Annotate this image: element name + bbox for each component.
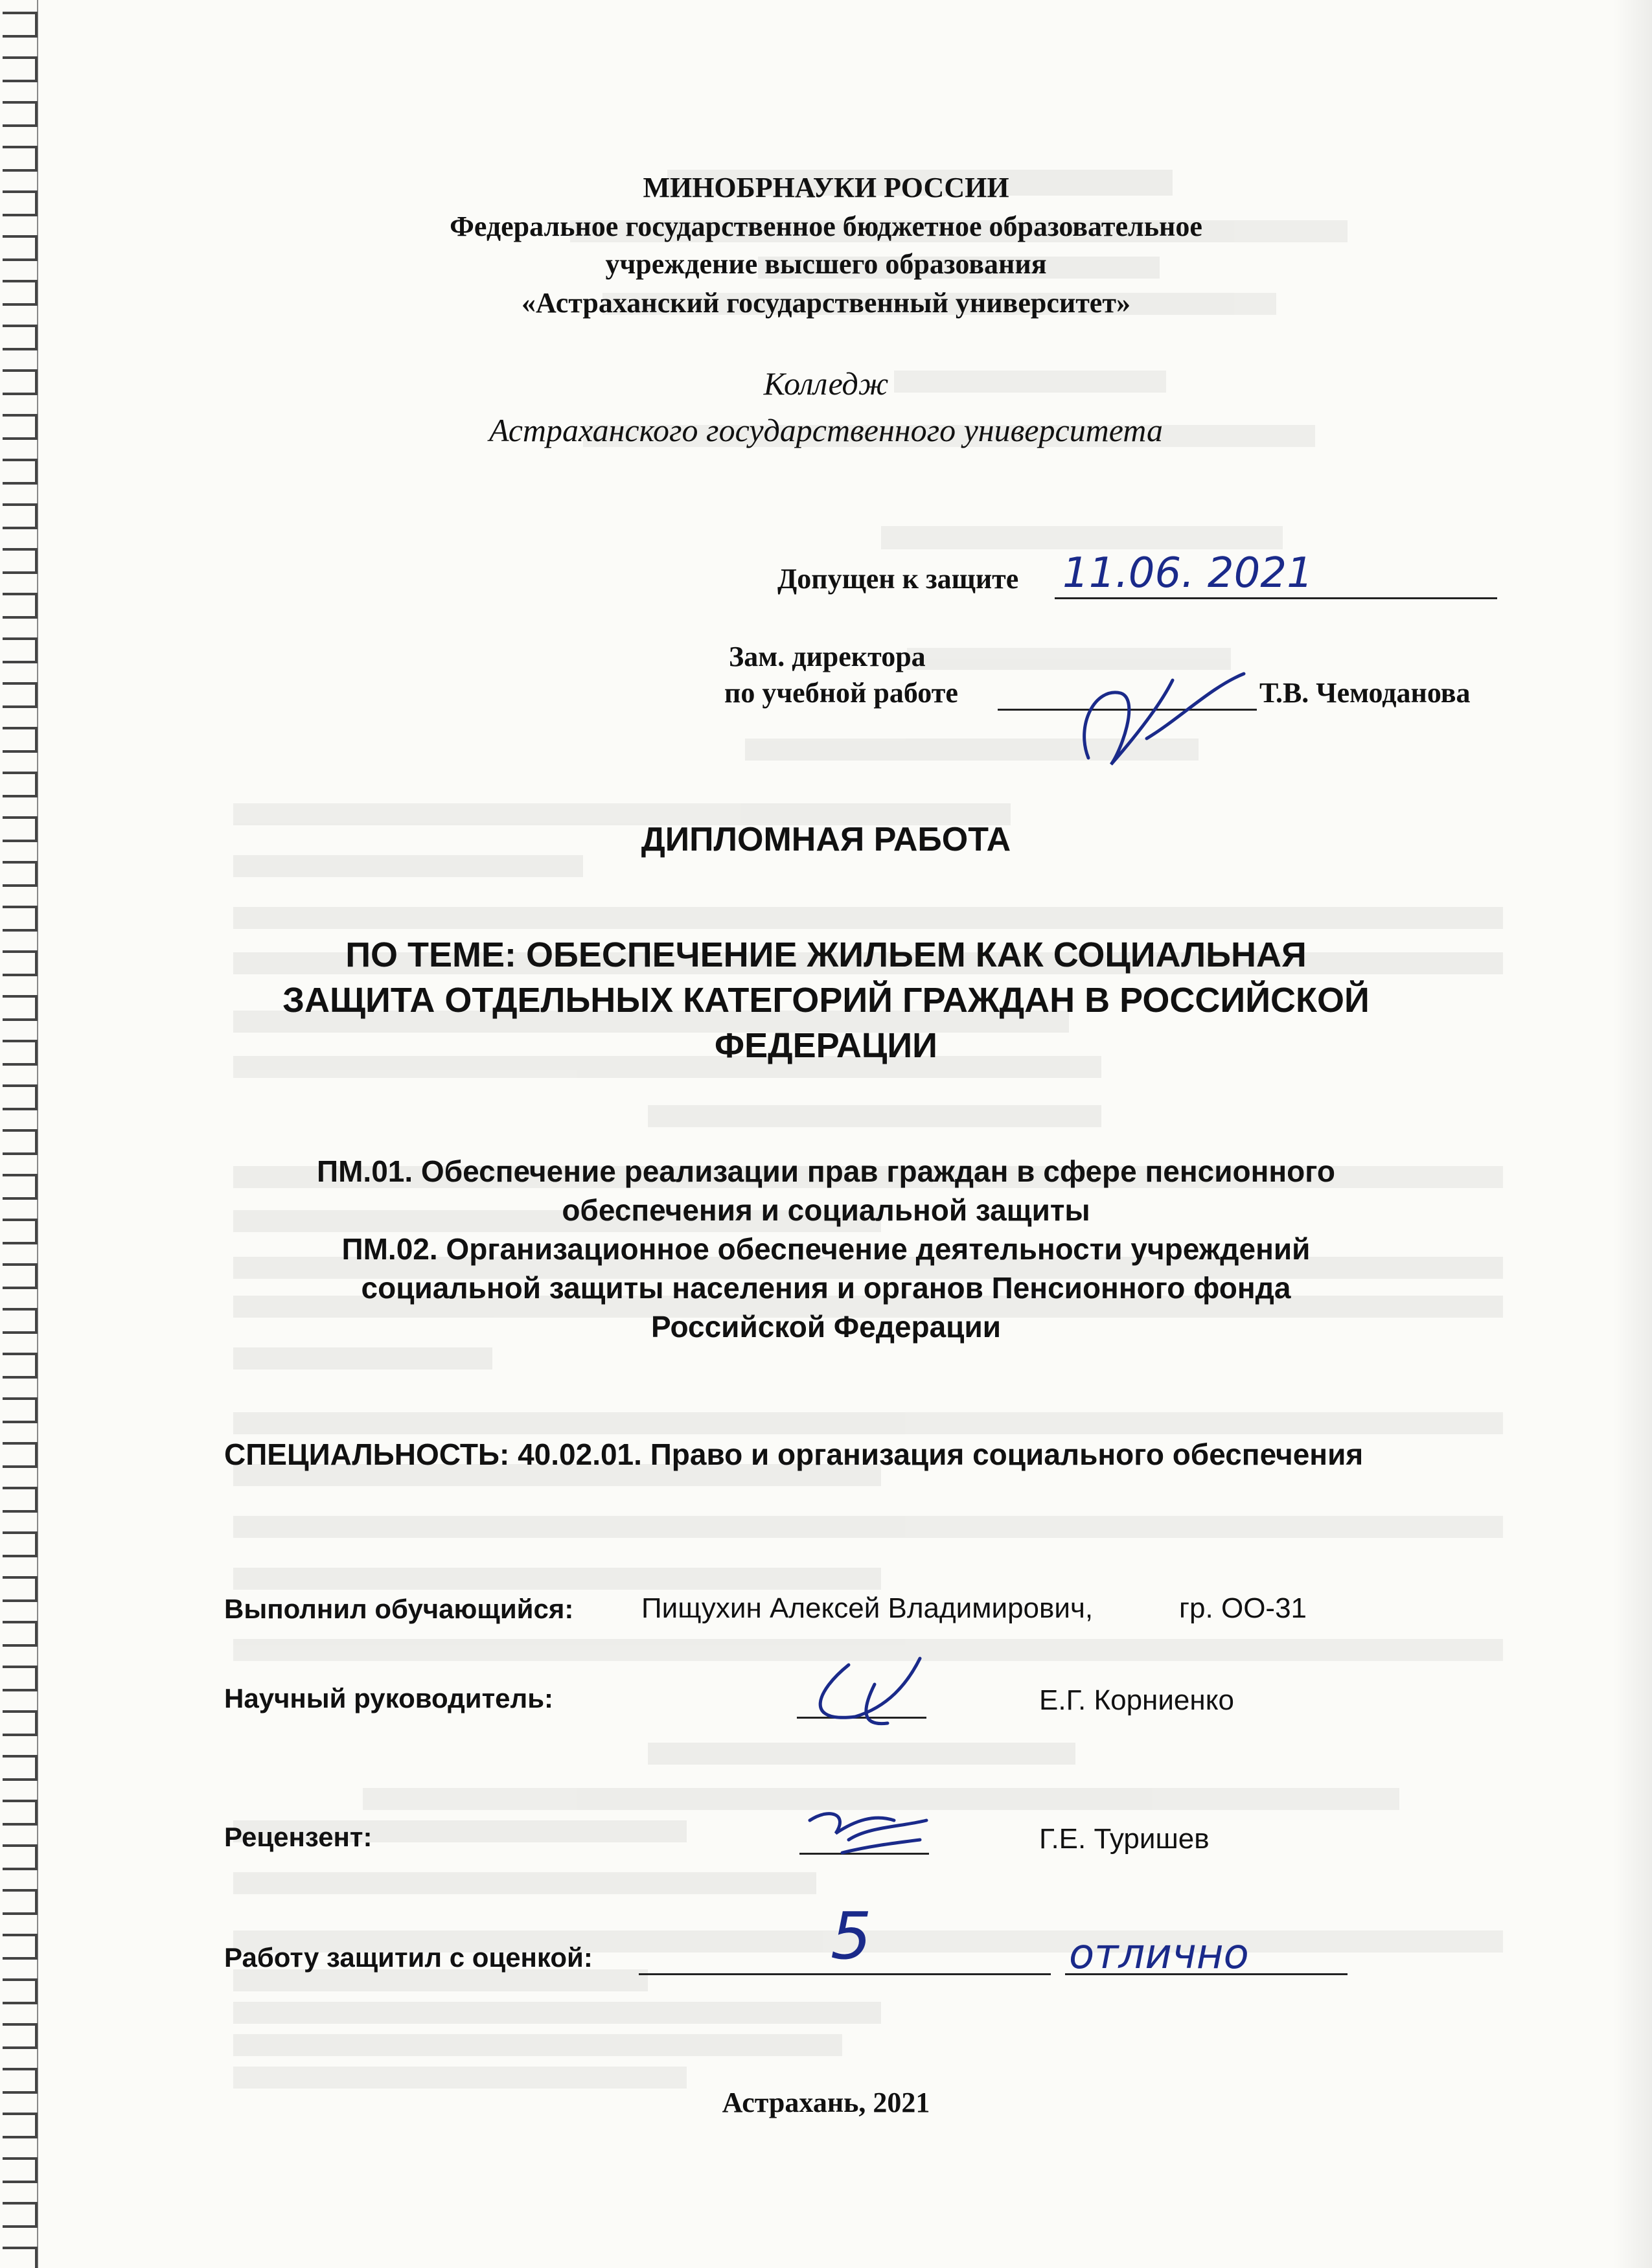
binding-ring: [3, 1980, 36, 2003]
binding-ring: [3, 2248, 36, 2268]
binding-ring: [3, 326, 36, 349]
binding-ring: [3, 1354, 36, 1377]
binding-ring: [3, 1577, 36, 1601]
binding-ring: [3, 549, 36, 573]
admission-label: Допущен к защите: [777, 563, 1019, 595]
topic-line-2: ЗАЩИТА ОТДЕЛЬНЫХ КАТЕГОРИЙ ГРАЖДАН В РОССИЙСКОЙ: [282, 981, 1370, 1020]
binding-ring: [3, 1488, 36, 1511]
binding-ring: [3, 2203, 36, 2227]
binding-ring: [3, 2159, 36, 2182]
topic-line-1: ПО ТЕМЕ: ОБЕСПЕЧЕНИЕ ЖИЛЬЕМ КАК СОЦИАЛЬНАЯ: [345, 935, 1307, 974]
binding-ring: [3, 1801, 36, 1824]
binding-ring: [3, 1846, 36, 1869]
binding-ring: [3, 2024, 36, 2048]
page-edge-shadow: [1613, 0, 1652, 2268]
institution-line-1: Федеральное государственное бюджетное образовательное: [450, 211, 1202, 242]
city-year: Астрахань, 2021: [722, 2087, 930, 2118]
binding-ring: [3, 102, 36, 126]
work-type-title: ДИПЛОМНАЯ РАБОТА: [641, 821, 1011, 858]
student-label: Выполнил обучающийся:: [224, 1594, 574, 1624]
institution-line-2: учреждение высшего образования: [605, 248, 1047, 280]
binding-ring: [3, 147, 36, 170]
binding-ring: [3, 505, 36, 528]
college-line-2: Астраханского государственного университета: [488, 412, 1164, 448]
reviewer-signature: [797, 1794, 939, 1866]
spiral-binding: [0, 0, 78, 2268]
binding-ring: [3, 1399, 36, 1422]
college-line-1: Колледж: [763, 365, 889, 402]
binding-ring: [3, 1712, 36, 1735]
module-line-1: ПМ.01. Обеспечение реализации прав граждан в сфере пенсионного: [317, 1154, 1335, 1188]
grade-digit-handwritten: 5: [831, 1898, 872, 1974]
module-line-3: ПМ.02. Организационное обеспечение деятельности учреждений: [341, 1232, 1311, 1266]
binding-ring: [3, 1935, 36, 1958]
binding-ring: [3, 773, 36, 796]
supervisor-name: Е.Г. Корниенко: [1039, 1684, 1234, 1716]
binding-ring: [3, 1756, 36, 1780]
binding-ring: [3, 1667, 36, 1690]
binding-ring: [3, 907, 36, 930]
reviewer-label: Рецензент:: [224, 1822, 373, 1852]
binding-ring: [3, 639, 36, 662]
binding-ring: [3, 1622, 36, 1645]
topic-line-3: ФЕДЕРАЦИИ: [715, 1026, 937, 1065]
student-name: Пищухин Алексей Владимирович,: [641, 1592, 1094, 1624]
student-group: гр. ОО-31: [1179, 1592, 1307, 1624]
ministry-name: МИНОБРНАУКИ РОССИИ: [643, 172, 1009, 203]
binding-ring: [3, 594, 36, 617]
supervisor-signature: [777, 1645, 972, 1736]
admission-date-handwritten: 11.06. 2021: [1062, 549, 1313, 597]
binding-ring: [3, 1086, 36, 1109]
binding-ring: [3, 460, 36, 483]
binding-ring: [3, 13, 36, 36]
reviewer-name: Г.Е. Туришев: [1039, 1823, 1210, 1855]
module-line-5: Российской Федерации: [650, 1310, 1002, 1344]
binding-ring: [3, 1533, 36, 1556]
binding-ring: [3, 1130, 36, 1154]
module-line-4: социальной защиты населения и органов Пенсионного фонда: [361, 1271, 1291, 1305]
deputy-name: Т.В. Чемоданова: [1259, 677, 1471, 709]
binding-ring: [3, 862, 36, 886]
supervisor-label: Научный руководитель:: [224, 1683, 553, 1713]
binding-ring: [3, 683, 36, 707]
binding-ring: [3, 1443, 36, 1467]
binding-ring: [3, 1890, 36, 1914]
university-name: «Астраханский государственный университет»: [522, 287, 1130, 319]
specialty: СПЕЦИАЛЬНОСТЬ: 40.02.01. Право и организация социального обеспечения: [224, 1438, 1364, 1471]
grade-word-handwritten: отлично: [1069, 1930, 1249, 1978]
binding-ring: [3, 58, 36, 81]
deputy-signature: [1050, 661, 1257, 790]
deputy-title-line-1: Зам. директора: [729, 641, 926, 672]
module-line-2: обеспечения и социальной защиты: [562, 1193, 1090, 1227]
binding-ring: [3, 728, 36, 751]
grade-label: Работу защитил с оценкой:: [224, 1942, 593, 1973]
admission-date-line: [1055, 597, 1497, 599]
deputy-title-line-2: по учебной работе: [724, 677, 958, 709]
